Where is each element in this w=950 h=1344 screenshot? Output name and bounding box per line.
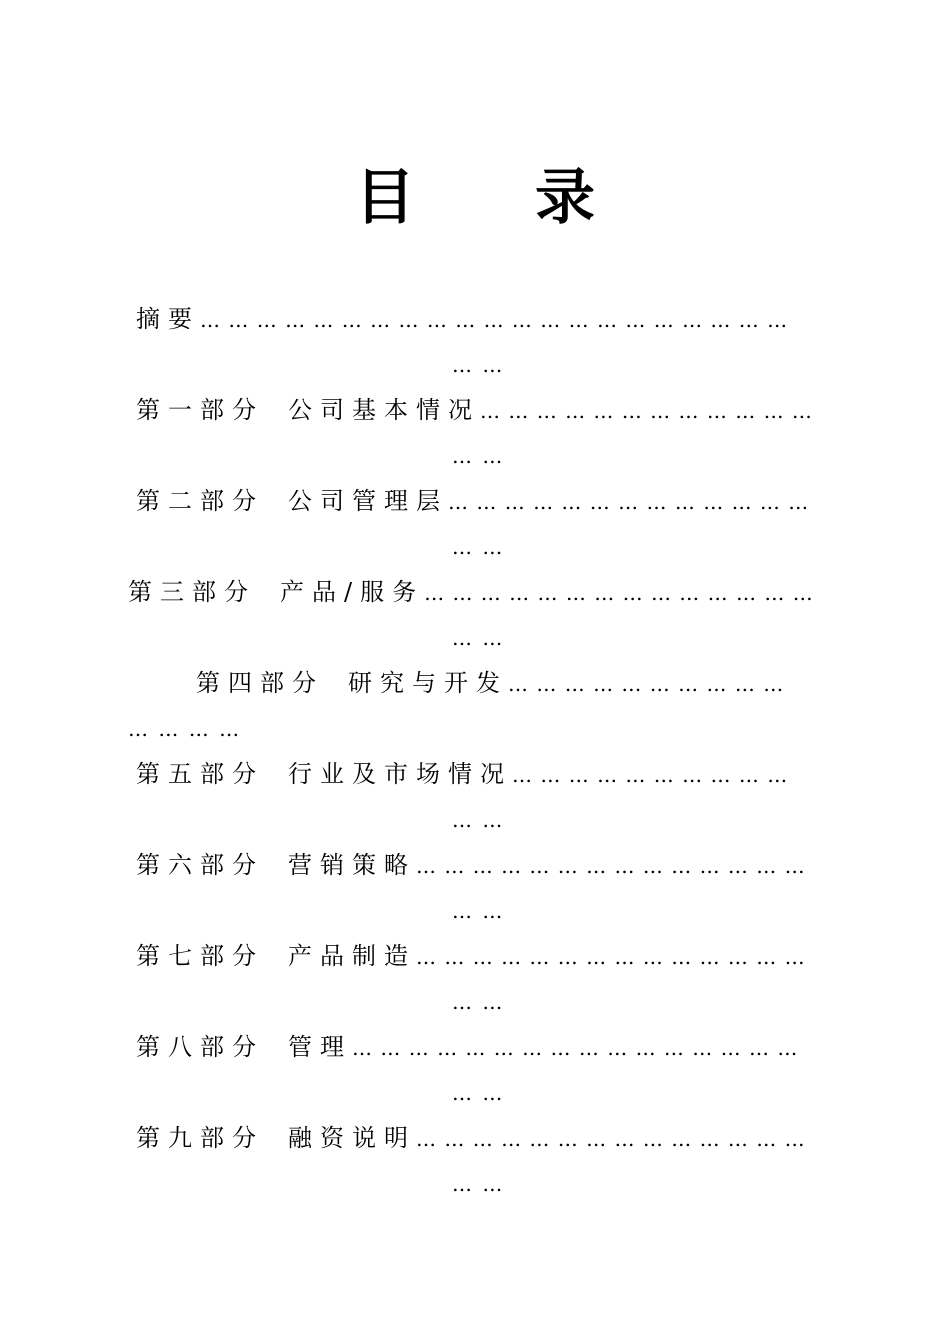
toc-dot-leader-continued: … … — [452, 808, 505, 832]
toc-dot-leader-continued: … … — [452, 1172, 505, 1196]
toc-entry-part-1[interactable] — [0, 395, 950, 487]
toc-dot-leader-continued: … … — [452, 444, 505, 468]
toc-part-label: 第三部分 — [128, 578, 256, 606]
toc-section-name: 管理 — [288, 1033, 352, 1061]
toc-dot-leader: … … … … … … … … … … … … … … — [424, 581, 814, 605]
toc-entry-line — [136, 850, 806, 881]
toc-dot-leader-continued: … … — [452, 353, 505, 377]
toc-entry-part-2[interactable] — [0, 486, 950, 578]
toc-entry-line — [128, 577, 814, 608]
toc-dot-leader-continued: … … — [452, 1081, 505, 1105]
toc-section-name: 研究与开发 — [348, 669, 508, 697]
toc-part-label: 第一部分 — [136, 396, 264, 424]
toc-dot-leader: … … … … … … … … … … … … … … — [416, 1127, 806, 1151]
toc-part-label: 第六部分 — [136, 851, 264, 879]
toc-entry-line — [196, 668, 784, 699]
title-char-1: 目 — [355, 163, 415, 233]
toc-dot-leader: … … … … … … … … … … … … … … … … — [352, 1036, 799, 1060]
toc-part-label: 第九部分 — [136, 1124, 264, 1152]
toc-entry-part-3[interactable] — [0, 577, 950, 669]
title-char-2: 录 — [535, 163, 595, 233]
toc-section-name: 公司基本情况 — [288, 396, 480, 424]
toc-dot-leader-continued: … … — [452, 990, 505, 1014]
toc-part-label: 第二部分 — [136, 487, 264, 515]
toc-entry-line — [136, 941, 806, 972]
toc-part-label: 摘要 — [136, 305, 200, 333]
toc-entry-part-7[interactable] — [0, 941, 950, 1033]
toc-entry-line — [136, 486, 809, 517]
toc-entry-line — [136, 395, 813, 426]
toc-section-name: 产品/服务 — [280, 578, 425, 606]
toc-dot-leader: … … … … … … … … … … — [508, 672, 785, 696]
toc-part-label: 第四部分 — [196, 669, 324, 697]
toc-entry-part-4[interactable] — [0, 668, 950, 760]
toc-entry-line — [136, 1032, 798, 1063]
toc-entry-part-5[interactable] — [0, 759, 950, 851]
toc-part-label: 第八部分 — [136, 1033, 264, 1061]
toc-dot-leader-continued: … … — [452, 535, 505, 559]
toc-dot-leader-continued: … … … … — [128, 717, 242, 741]
toc-dot-leader: … … … … … … … … … … … … — [480, 399, 813, 423]
toc-part-label: 第七部分 — [136, 942, 264, 970]
toc-section-name: 公司管理层 — [288, 487, 448, 515]
toc-part-label: 第五部分 — [136, 760, 264, 788]
toc-dot-leader: … … … … … … … … … … … … … … — [416, 854, 806, 878]
toc-dot-leader-continued: … … — [452, 626, 505, 650]
toc-entry-part-6[interactable] — [0, 850, 950, 942]
toc-section-name: 产品制造 — [288, 942, 416, 970]
toc-entry-part-8[interactable] — [0, 1032, 950, 1124]
toc-dot-leader: … … … … … … … … … … … … … … … … … … … … … — [200, 308, 789, 332]
toc-dot-leader-continued: … … — [452, 899, 505, 923]
toc-entry-line — [136, 304, 788, 335]
toc-dot-leader: … … … … … … … … … … … … … … — [416, 945, 806, 969]
toc-dot-leader: … … … … … … … … … … … … … — [448, 490, 810, 514]
toc-entry-abstract[interactable] — [0, 304, 950, 396]
toc-dot-leader: … … … … … … … … … … — [512, 763, 789, 787]
toc-section-name: 营销策略 — [288, 851, 416, 879]
toc-section-name: 行业及市场情况 — [288, 760, 512, 788]
toc-section-name: 融资说明 — [288, 1124, 416, 1152]
toc-entry-line — [136, 1123, 806, 1154]
toc-entry-line — [136, 759, 788, 790]
toc-entry-part-9[interactable] — [0, 1123, 950, 1215]
